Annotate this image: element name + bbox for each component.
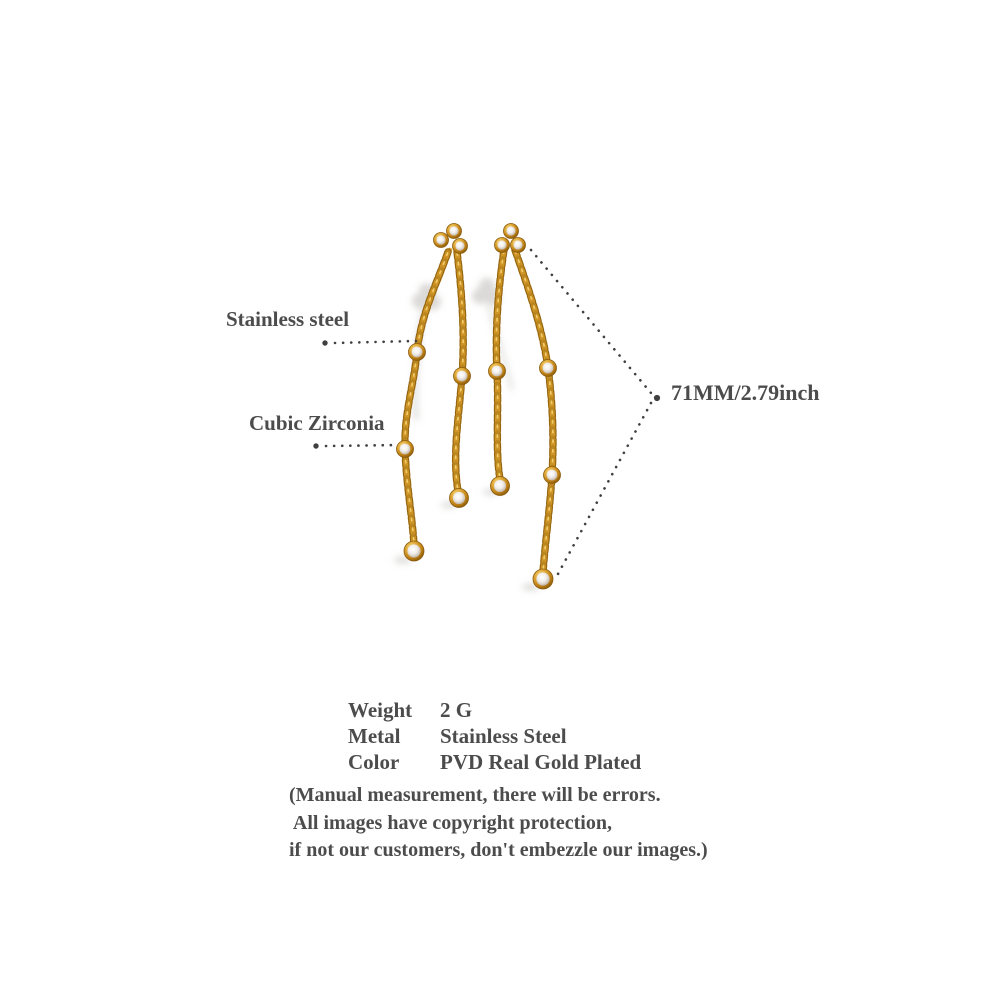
- material-leader-line: [322, 340, 416, 345]
- spec-row-metal: [348, 723, 641, 749]
- spec-label: Color: [348, 750, 400, 774]
- right-earring: [489, 224, 561, 590]
- disclaimer-line: if not our customers, don't embezzle our images.): [289, 839, 708, 861]
- specs-table: [348, 697, 641, 775]
- disclaimer-line: (Manual measurement, there will be errors.: [289, 784, 661, 806]
- stone-label: Cubic Zirconia: [249, 411, 385, 435]
- right-stud-cz-cluster: [495, 224, 526, 253]
- disclaimer-line: All images have copyright protection,: [289, 811, 612, 834]
- spec-row-weight: [348, 697, 641, 723]
- spec-value: PVD Real Gold Plated: [440, 750, 642, 774]
- spec-label: Weight: [348, 698, 413, 722]
- right-earring-chains: [496, 250, 553, 572]
- stone-leader-line: [313, 443, 398, 448]
- material-label: Stainless steel: [226, 307, 350, 331]
- spec-value: 2 G: [440, 698, 473, 722]
- size-label: 71MM/2.79inch: [671, 380, 820, 405]
- left-earring: [397, 224, 471, 562]
- spec-row-color: [348, 749, 641, 775]
- spec-label: Metal: [348, 724, 401, 748]
- disclaimer: [289, 782, 708, 865]
- spec-value: Stainless Steel: [440, 724, 567, 748]
